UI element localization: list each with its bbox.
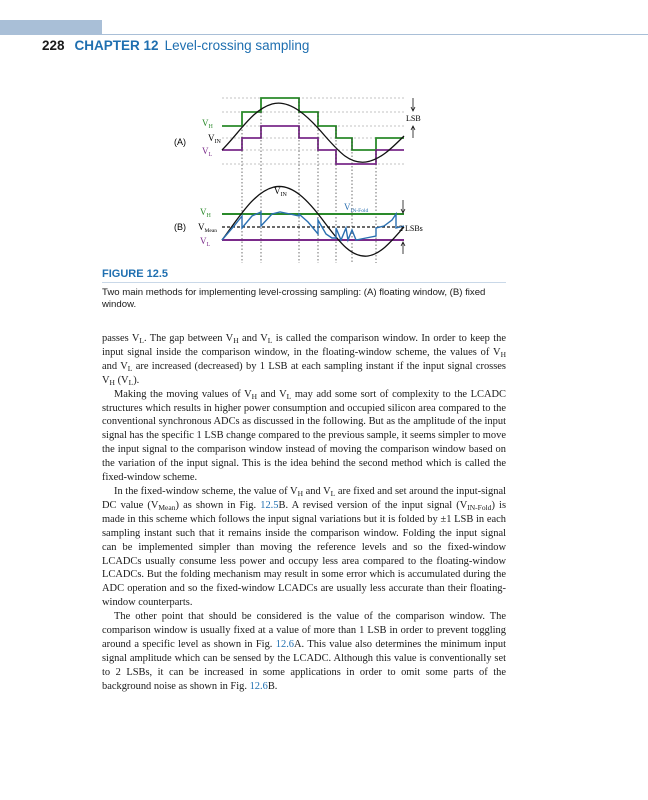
panel-a-vh-label: $V_H$ (202, 118, 213, 130)
page-number: 228 (42, 38, 65, 53)
panel-a-vin-label: $V_{IN}$ (208, 133, 221, 145)
chapter-label: CHAPTER 12 (74, 38, 159, 53)
figure-label: FIGURE 12.5 (102, 268, 169, 280)
panel-a-vh-staircase (222, 98, 404, 150)
paragraph-4: The other point that should be considered is the value of the comparison window. The comparison window is usually fixed at a value of more than 1 LSB in order to prevent toggling around a specific level as shown in Fig. 12.6A. This value also determines the minimum input signal amplitude which can be sensed by the LCADC. Although this value is conventionally set to 2 LSBs, it can be increased in some applications in order to omit some parts of the background noise as shown in Fig. 12.6B. (102, 611, 506, 692)
figure-12-5 (160, 88, 440, 263)
panel-b-vmean-label: $V_{Mean}$ (198, 222, 218, 234)
figure-ref-12-6a[interactable]: 12.6 (275, 638, 295, 650)
panel-b-vh-label: $V_H$ (200, 207, 211, 219)
paragraph-1: passes $V_L$. The gap between $V_H$ and $V_L$ is called the comparison window. In order to keep the input signal inside the comparison window, in the floating-window scheme, the values of $V_H$ and $V_L$ are increased (decreased) by 1 LSB at each sampling instant if the input signal crosses $V_H$ $(V_L)$. (102, 333, 506, 387)
panel-a-tag: (A) (174, 137, 186, 147)
panel-a-levels (222, 98, 406, 164)
panel-b-vfold-signal (222, 212, 404, 240)
figure-caption: Two main methods for implementing level-crossing sampling: (A) floating window, (B) fixed window. (102, 287, 486, 310)
header-accent-band (0, 20, 102, 35)
panel-a-vl-label: $V_L$ (202, 146, 213, 158)
figure-ref-12-5[interactable]: 12.5 (260, 499, 279, 511)
chapter-title: Level-crossing sampling (164, 38, 310, 53)
panel-b-tag: (B) (174, 222, 186, 232)
panel-a-lsb-label: LSB (406, 114, 421, 123)
panel-b-vin-label: $V_{IN}$ (274, 186, 287, 198)
body-text (102, 332, 506, 694)
header-rule (0, 34, 648, 35)
panel-b-lsbs-label: 2 LSBs (399, 224, 423, 233)
paragraph-3: In the fixed-window scheme, the value of $V_H$ and $V_L$ are fixed and set around the input-signal DC value $(V_{Mean})$ as shown in Fig. 12.5B. A revised version of the input signal $(V_{IN-Fold})$ is made in this scheme which follows the input signal variations but it is folded by ±1 LSB in each sampling instant such that it remains inside the comparison window. Folding the input signal can be implemented simpler than moving the reference levels and so the fixed-window LCADCs usually consume less power and occupy less area compared to the floating-window LCADCs. But the folding mechanism may result in some error which is accumulated during the ADC operation and so the fixed-window LCADCs are usually less accurate than their floating-window counterparts. (102, 485, 507, 609)
page-header (42, 38, 309, 53)
panel-b-vfold-label: $V_{IN-Fold}$ (344, 202, 369, 214)
panel-b-vin-signal (222, 186, 404, 256)
panel-b (174, 186, 423, 256)
paragraph-2: Making the moving values of $V_H$ and $V_L$ may add some sort of complexity to the LCADC structures which results in higher power consumption and occupied silicon area compared to the conventional synchronous ADCs as discussed in the following. But as the amplitude of the input signal has the specific 1 LSB change compared to the previous sample, it seems simpler to move the input signal to the comparison window instead of moving the comparison window based on the variation of the input signal. This is the idea behind the second method which is called the fixed-window scheme. (102, 388, 506, 484)
figure-rule (102, 282, 506, 283)
panel-b-vl-label: $V_L$ (200, 236, 211, 248)
figure-ref-12-6b[interactable]: 12.6 (249, 680, 268, 692)
panel-a (174, 98, 421, 164)
